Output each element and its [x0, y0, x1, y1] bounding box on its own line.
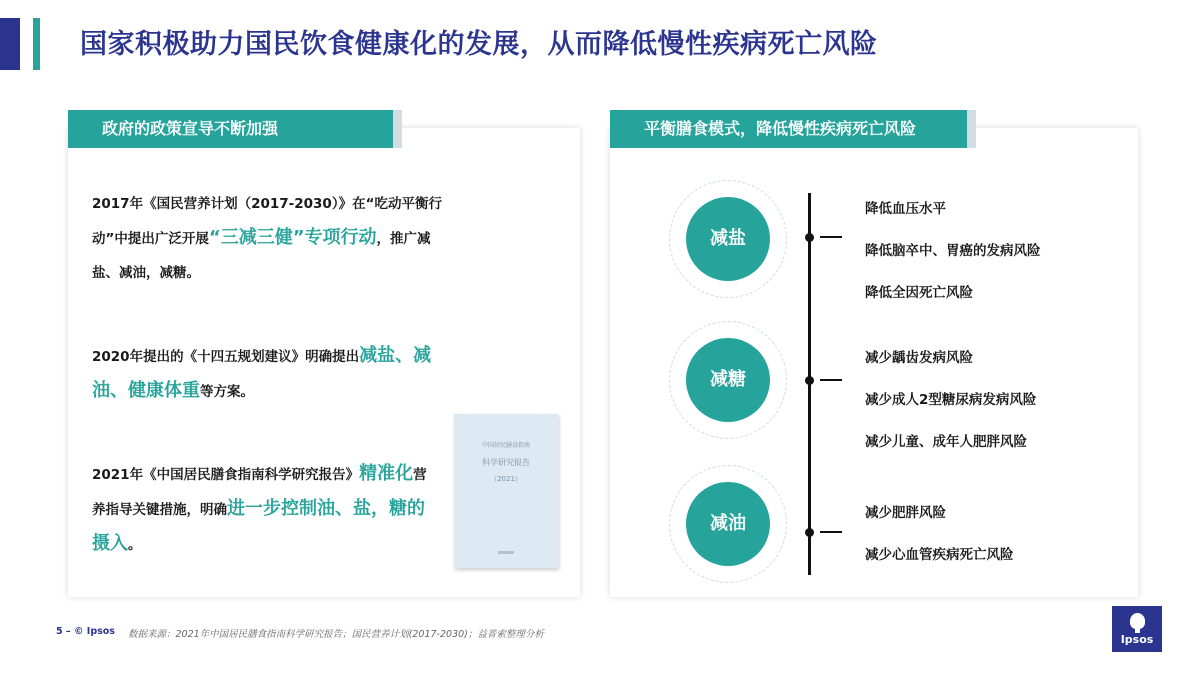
header-accent-navy [0, 18, 20, 70]
circle-reduce-oil: 减油 [686, 482, 770, 566]
policy-text: 2020年提出的《十四五规划建议》明确提出 [92, 349, 360, 365]
policy-highlight: “三减三健”专项行动 [208, 227, 377, 248]
page-title: 国家积极助力国民饮食健康化的发展，从而降低慢性疾病死亡风险 [80, 29, 878, 60]
benefit-item: 减少龋齿发病风险 [865, 350, 973, 366]
policy-paragraph-2020 [92, 339, 437, 409]
timeline-tick-salt [820, 236, 842, 238]
policy-highlight: 进一步控制油、盐，糖的摄入 [92, 498, 425, 554]
timeline-dot-salt [805, 233, 814, 242]
circle-reduce-sugar: 减糖 [686, 338, 770, 422]
benefit-item: 减少心血管疾病死亡风险 [865, 547, 1014, 563]
benefit-item: 减少成人2型糖尿病发病风险 [865, 392, 1037, 408]
page-number: 5 – © Ipsos [56, 626, 115, 637]
benefit-item: 减少儿童、成年人肥胖风险 [865, 434, 1027, 450]
report-cover-image [454, 414, 558, 568]
book-year: （2021） [490, 475, 522, 483]
policy-text: ，推广减盐、减油，减糖。 [92, 231, 431, 281]
policy-text: 2021年《中国居民膳食指南科学研究报告》 [92, 467, 360, 483]
benefit-item: 降低全因死亡风险 [865, 285, 973, 301]
logo-text: Ipsos [1120, 633, 1154, 646]
book-footer-mark [498, 551, 514, 554]
data-source-note: 数据来源：2021年中国居民膳食指南科学研究报告；国民营养计划(2017-2030)；益普索整理分析 [128, 629, 544, 640]
policy-card-tag: 政府的政策宣导不断加强 [68, 110, 393, 148]
policy-highlight: 减盐、减油、健康体重 [92, 345, 432, 401]
timeline-dot-sugar [805, 376, 814, 385]
policy-text: 等方案。 [200, 384, 254, 400]
policy-paragraph-2021 [92, 457, 437, 562]
policy-highlight: 精准化 [359, 463, 414, 484]
benefit-item: 减少肥胖风险 [865, 505, 946, 521]
circle-reduce-salt: 减盐 [686, 197, 770, 281]
policy-paragraph-2017 [92, 187, 442, 290]
ipsos-logo [1112, 606, 1162, 652]
policy-text: 营养指导关键措施，明确 [92, 467, 427, 518]
book-subtitle: 中国居民膳食指南 [481, 442, 530, 449]
benefit-item: 降低脑卒中、胃癌的发病风险 [865, 243, 1041, 259]
timeline-dot-oil [805, 528, 814, 537]
policy-text: 。 [128, 537, 142, 553]
policy-text: 2017年《国民营养计划（2017-2030）》在“吃动平衡行动”中提出广泛开展 [92, 196, 442, 247]
book-title: 科学研究报告 [482, 458, 530, 467]
diet-benefits-tag: 平衡膳食模式，降低慢性疾病死亡风险 [610, 110, 967, 148]
timeline-tick-oil [820, 531, 842, 533]
timeline-tick-sugar [820, 379, 842, 381]
logo-mark-icon [1130, 613, 1145, 629]
benefit-item: 降低血压水平 [865, 201, 946, 217]
header-accent-teal [33, 18, 40, 70]
